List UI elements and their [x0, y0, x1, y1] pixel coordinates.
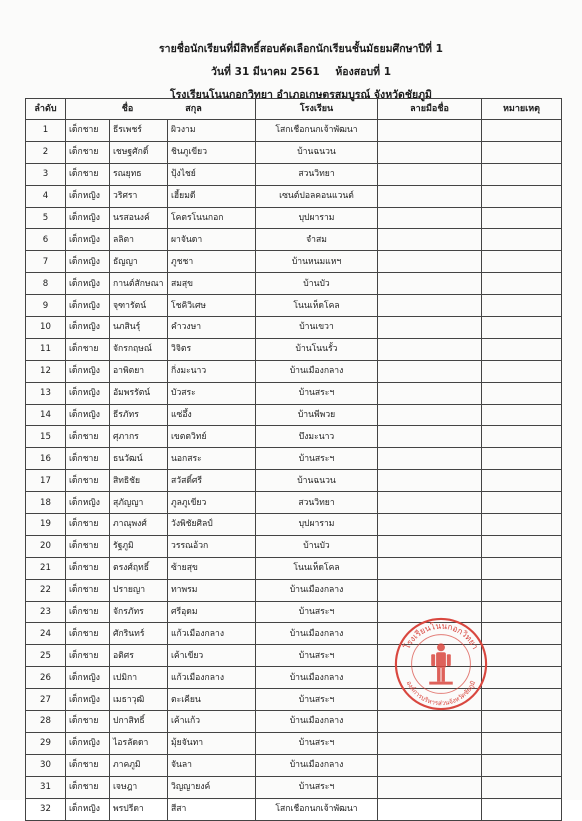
- cell-last-name: วังพิชัยศิลป์: [168, 514, 256, 536]
- cell-school: บ้านโนนรั้ว: [256, 338, 378, 360]
- cell-no: 1: [26, 120, 66, 142]
- cell-school: บ้านสระฯ: [256, 382, 378, 404]
- cell-first-name: ธัญญา: [110, 251, 168, 273]
- cell-first-name: ธีรเพชร์: [110, 120, 168, 142]
- cell-first-name: ธีรภัทร: [110, 404, 168, 426]
- cell-last-name: กิ่งมะนาว: [168, 360, 256, 382]
- table-row: [26, 426, 562, 448]
- cell-no: 21: [26, 557, 66, 579]
- cell-signature: [378, 338, 482, 360]
- table-row: [26, 141, 562, 163]
- cell-no: 2: [26, 141, 66, 163]
- cell-prefix: เด็กชาย: [66, 557, 110, 579]
- cell-school: โสกเชือกนกเจ้าพัฒนา: [256, 798, 378, 820]
- table-row: [26, 732, 562, 754]
- cell-school: บุปผาราม: [256, 514, 378, 536]
- cell-first-name: ภาคภูมิ: [110, 754, 168, 776]
- cell-remark: [482, 426, 562, 448]
- cell-prefix: เด็กหญิง: [66, 798, 110, 820]
- cell-last-name: ปุ้งไชย์: [168, 163, 256, 185]
- column-header-remark: หมายเหตุ: [482, 99, 562, 120]
- cell-no: 14: [26, 404, 66, 426]
- cell-prefix: เด็กหญิง: [66, 732, 110, 754]
- cell-remark: [482, 229, 562, 251]
- cell-last-name: แซ่อึ้ง: [168, 404, 256, 426]
- cell-prefix: เด็กหญิง: [66, 317, 110, 339]
- cell-remark: [482, 623, 562, 645]
- cell-last-name: เค้าแก้ว: [168, 711, 256, 733]
- cell-signature: [378, 273, 482, 295]
- cell-school: บ้านสระฯ: [256, 645, 378, 667]
- cell-signature: [378, 426, 482, 448]
- cell-signature: [378, 776, 482, 798]
- cell-school: เซนต์ปอลคอนแวนต์: [256, 185, 378, 207]
- cell-last-name: ชินภูเขียว: [168, 141, 256, 163]
- cell-no: 13: [26, 382, 66, 404]
- table-row: [26, 163, 562, 185]
- table-row: [26, 273, 562, 295]
- column-header-last-name: สกุล: [185, 104, 202, 114]
- cell-school: บ้านฉนวน: [256, 141, 378, 163]
- cell-last-name: ภูลภูเขียว: [168, 492, 256, 514]
- cell-remark: [482, 732, 562, 754]
- cell-remark: [482, 711, 562, 733]
- cell-first-name: ธนวัฒน์: [110, 448, 168, 470]
- cell-school: บ้านเขวา: [256, 317, 378, 339]
- cell-first-name: เปมิกา: [110, 667, 168, 689]
- cell-prefix: เด็กหญิง: [66, 207, 110, 229]
- cell-first-name: ไอรลัดดา: [110, 732, 168, 754]
- cell-prefix: เด็กหญิง: [66, 251, 110, 273]
- cell-signature: [378, 185, 482, 207]
- column-header-first-name: ชื่อ: [121, 104, 134, 114]
- cell-remark: [482, 470, 562, 492]
- cell-school: จำสม: [256, 229, 378, 251]
- table-header-row: [26, 99, 562, 120]
- cell-signature: [378, 579, 482, 601]
- cell-prefix: เด็กหญิง: [66, 273, 110, 295]
- cell-no: 20: [26, 535, 66, 557]
- cell-last-name: แก้วเมืองกลาง: [168, 623, 256, 645]
- cell-school: บ้านสระฯ: [256, 689, 378, 711]
- cell-signature: [378, 448, 482, 470]
- cell-last-name: ตะเคียน: [168, 689, 256, 711]
- cell-last-name: ศรีอุดม: [168, 601, 256, 623]
- cell-remark: [482, 754, 562, 776]
- cell-no: 12: [26, 360, 66, 382]
- cell-school: บ้านสระฯ: [256, 732, 378, 754]
- cell-last-name: สวัสดิ์ศรี: [168, 470, 256, 492]
- cell-school: สวนวิทยา: [256, 163, 378, 185]
- cell-school: บ้านเมืองกลาง: [256, 754, 378, 776]
- cell-remark: [482, 535, 562, 557]
- cell-remark: [482, 776, 562, 798]
- cell-first-name: สิทธิชัย: [110, 470, 168, 492]
- cell-school: บ้านเมืองกลาง: [256, 579, 378, 601]
- cell-no: 19: [26, 514, 66, 536]
- cell-no: 25: [26, 645, 66, 667]
- cell-signature: [378, 557, 482, 579]
- cell-school: บุปผาราม: [256, 207, 378, 229]
- cell-no: 8: [26, 273, 66, 295]
- cell-remark: [482, 207, 562, 229]
- cell-remark: [482, 492, 562, 514]
- cell-signature: [378, 360, 482, 382]
- cell-school: บ้านเมืองกลาง: [256, 667, 378, 689]
- cell-school: บ้านสระฯ: [256, 776, 378, 798]
- cell-prefix: เด็กหญิง: [66, 229, 110, 251]
- cell-prefix: เด็กหญิง: [66, 689, 110, 711]
- cell-no: 3: [26, 163, 66, 185]
- cell-school: บ้านสระฯ: [256, 601, 378, 623]
- cell-remark: [482, 448, 562, 470]
- table-row: [26, 404, 562, 426]
- cell-signature: [378, 711, 482, 733]
- cell-signature: [378, 404, 482, 426]
- table-row: [26, 229, 562, 251]
- cell-no: 6: [26, 229, 66, 251]
- cell-signature: [378, 754, 482, 776]
- cell-remark: [482, 120, 562, 142]
- cell-last-name: โคตรโนนกอก: [168, 207, 256, 229]
- cell-school: สวนวิทยา: [256, 492, 378, 514]
- cell-signature: [378, 251, 482, 273]
- cell-last-name: วิญญายงค์: [168, 776, 256, 798]
- cell-first-name: เชษฐศักดิ์: [110, 141, 168, 163]
- cell-last-name: แก้วเมืองกลาง: [168, 667, 256, 689]
- cell-no: 30: [26, 754, 66, 776]
- table-row: [26, 120, 562, 142]
- cell-prefix: เด็กหญิง: [66, 667, 110, 689]
- cell-prefix: เด็กชาย: [66, 120, 110, 142]
- cell-first-name: นภสินรุ์: [110, 317, 168, 339]
- cell-signature: [378, 229, 482, 251]
- table-row: [26, 295, 562, 317]
- column-header-name: [66, 99, 256, 120]
- school-location: โรงเรียนโนนกอกวิทยา อำเภอเกษตรสมบูรณ์ จังหวัดชัยภูมิ: [170, 89, 432, 101]
- cell-signature: [378, 295, 482, 317]
- cell-signature: [378, 163, 482, 185]
- cell-prefix: เด็กชาย: [66, 514, 110, 536]
- cell-last-name: ทาพรม: [168, 579, 256, 601]
- cell-school: บ้านเมืองกลาง: [256, 360, 378, 382]
- table-row: [26, 557, 562, 579]
- table-row: [26, 776, 562, 798]
- cell-remark: [482, 579, 562, 601]
- cell-prefix: เด็กชาย: [66, 645, 110, 667]
- cell-no: 9: [26, 295, 66, 317]
- cell-school: บ้านบัว: [256, 273, 378, 295]
- cell-first-name: พรปรีดา: [110, 798, 168, 820]
- cell-remark: [482, 689, 562, 711]
- cell-first-name: ตรงศ์ฤทธิ์: [110, 557, 168, 579]
- cell-prefix: เด็กชาย: [66, 338, 110, 360]
- cell-last-name: เขตตวิทย์: [168, 426, 256, 448]
- cell-prefix: เด็กชาย: [66, 601, 110, 623]
- cell-prefix: เด็กชาย: [66, 535, 110, 557]
- cell-signature: [378, 732, 482, 754]
- cell-remark: [482, 338, 562, 360]
- cell-last-name: วรรณอ้วก: [168, 535, 256, 557]
- table-row: [26, 251, 562, 273]
- cell-prefix: เด็กหญิง: [66, 382, 110, 404]
- cell-first-name: ภาณุพงศ์: [110, 514, 168, 536]
- cell-remark: [482, 514, 562, 536]
- table-row: [26, 185, 562, 207]
- cell-last-name: คำวงษา: [168, 317, 256, 339]
- document-title: รายชื่อนักเรียนที่มีสิทธิ์สอบคัดเลือกนักเรียนชั้นมัธยมศึกษาปีที่ 1: [159, 43, 443, 55]
- cell-last-name: เค้าเขียว: [168, 645, 256, 667]
- exam-room: ห้องสอบที่ 1: [335, 66, 392, 78]
- table-row: [26, 579, 562, 601]
- cell-first-name: จุฑารัตน์: [110, 295, 168, 317]
- cell-last-name: เฮี้ยมดี: [168, 185, 256, 207]
- cell-school: บ้านฉนวน: [256, 470, 378, 492]
- cell-first-name: ศุภากร: [110, 426, 168, 448]
- cell-prefix: เด็กหญิง: [66, 185, 110, 207]
- cell-signature: [378, 535, 482, 557]
- cell-first-name: จักรภัทร: [110, 601, 168, 623]
- cell-remark: [482, 317, 562, 339]
- cell-school: บ้านบัว: [256, 535, 378, 557]
- cell-first-name: วริศรา: [110, 185, 168, 207]
- cell-prefix: เด็กชาย: [66, 141, 110, 163]
- cell-prefix: เด็กชาย: [66, 754, 110, 776]
- cell-remark: [482, 645, 562, 667]
- cell-first-name: สุภัญญา: [110, 492, 168, 514]
- cell-no: 26: [26, 667, 66, 689]
- cell-signature: [378, 470, 482, 492]
- cell-prefix: เด็กหญิง: [66, 492, 110, 514]
- cell-remark: [482, 360, 562, 382]
- cell-first-name: รณยุทธ: [110, 163, 168, 185]
- cell-remark: [482, 382, 562, 404]
- cell-no: 5: [26, 207, 66, 229]
- table-row: [26, 535, 562, 557]
- table-row: [26, 711, 562, 733]
- table-body: [26, 120, 562, 821]
- cell-school: บ้านเมืองกลาง: [256, 711, 378, 733]
- table-row: [26, 360, 562, 382]
- table-row: [26, 492, 562, 514]
- svg-text:องค์การบริหารส่วนจังหวัดชัยภูม: องค์การบริหารส่วนจังหวัดชัยภูมิ: [404, 679, 478, 708]
- cell-school: บ้านสระฯ: [256, 448, 378, 470]
- table-row: [26, 317, 562, 339]
- cell-signature: [378, 120, 482, 142]
- cell-last-name: ผิวงาม: [168, 120, 256, 142]
- cell-first-name: ศักรินทร์: [110, 623, 168, 645]
- cell-remark: [482, 251, 562, 273]
- cell-no: 28: [26, 711, 66, 733]
- cell-remark: [482, 667, 562, 689]
- cell-signature: [378, 798, 482, 820]
- cell-remark: [482, 557, 562, 579]
- cell-no: 10: [26, 317, 66, 339]
- cell-prefix: เด็กชาย: [66, 623, 110, 645]
- cell-no: 4: [26, 185, 66, 207]
- cell-first-name: จักรกฤษณ์: [110, 338, 168, 360]
- cell-remark: [482, 141, 562, 163]
- cell-last-name: โชคิวิเศษ: [168, 295, 256, 317]
- cell-no: 29: [26, 732, 66, 754]
- table-row: [26, 798, 562, 820]
- cell-school: บ้านหนมแหฯ: [256, 251, 378, 273]
- cell-prefix: เด็กหญิง: [66, 295, 110, 317]
- cell-last-name: สมสุข: [168, 273, 256, 295]
- cell-first-name: นรสอนงค์: [110, 207, 168, 229]
- cell-no: 27: [26, 689, 66, 711]
- cell-prefix: เด็กชาย: [66, 711, 110, 733]
- table-row: [26, 754, 562, 776]
- cell-remark: [482, 295, 562, 317]
- cell-first-name: เมธาวุฒิ: [110, 689, 168, 711]
- cell-first-name: ปกาสิทธิ์: [110, 711, 168, 733]
- cell-last-name: วิจิตร: [168, 338, 256, 360]
- cell-first-name: ปรายญา: [110, 579, 168, 601]
- cell-remark: [482, 273, 562, 295]
- cell-first-name: กานต์สักษณา: [110, 273, 168, 295]
- table-row: [26, 382, 562, 404]
- cell-no: 11: [26, 338, 66, 360]
- cell-prefix: เด็กชาย: [66, 426, 110, 448]
- cell-no: 17: [26, 470, 66, 492]
- table-row: [26, 514, 562, 536]
- cell-first-name: ลลิตา: [110, 229, 168, 251]
- cell-remark: [482, 798, 562, 820]
- cell-remark: [482, 601, 562, 623]
- cell-school: บึงมะนาว: [256, 426, 378, 448]
- cell-last-name: ภูชชา: [168, 251, 256, 273]
- table-row: [26, 207, 562, 229]
- cell-signature: [378, 492, 482, 514]
- exam-date: วันที่ 31 มีนาคม 2561: [210, 66, 320, 78]
- cell-signature: [378, 514, 482, 536]
- cell-last-name: นอกสระ: [168, 448, 256, 470]
- cell-no: 16: [26, 448, 66, 470]
- cell-school: บ้านเมืองกลาง: [256, 623, 378, 645]
- cell-first-name: เจษฎา: [110, 776, 168, 798]
- cell-no: 15: [26, 426, 66, 448]
- cell-remark: [482, 185, 562, 207]
- cell-school: โนนเห็ดโคล: [256, 557, 378, 579]
- column-header-school: โรงเรียน: [256, 99, 378, 120]
- cell-first-name: อาพิตยา: [110, 360, 168, 382]
- cell-signature: [378, 207, 482, 229]
- table-row: [26, 448, 562, 470]
- table-row: [26, 470, 562, 492]
- exam-date-room: [10, 63, 582, 80]
- cell-prefix: เด็กชาย: [66, 776, 110, 798]
- cell-first-name: รัฐภูมิ: [110, 535, 168, 557]
- school-seal-stamp: [392, 615, 490, 713]
- cell-remark: [482, 163, 562, 185]
- cell-no: 22: [26, 579, 66, 601]
- cell-no: 7: [26, 251, 66, 273]
- cell-signature: [378, 317, 482, 339]
- table-row: [26, 338, 562, 360]
- cell-prefix: เด็กหญิง: [66, 360, 110, 382]
- cell-remark: [482, 404, 562, 426]
- cell-signature: [378, 382, 482, 404]
- cell-last-name: มุ้ยจันทา: [168, 732, 256, 754]
- cell-last-name: สีสา: [168, 798, 256, 820]
- cell-last-name: บัวสระ: [168, 382, 256, 404]
- cell-school: บ้านพีพวย: [256, 404, 378, 426]
- cell-no: 32: [26, 798, 66, 820]
- svg-text:โรงเรียนโนนกอกวิทยา: โรงเรียนโนนกอกวิทยา: [401, 620, 481, 651]
- column-header-signature: ลายมือชื่อ: [378, 99, 482, 120]
- cell-last-name: ซ้ายสุข: [168, 557, 256, 579]
- cell-prefix: เด็กหญิง: [66, 404, 110, 426]
- cell-no: 23: [26, 601, 66, 623]
- cell-prefix: เด็กชาย: [66, 470, 110, 492]
- cell-first-name: อติศร: [110, 645, 168, 667]
- cell-school: โนนเห็ดโคล: [256, 295, 378, 317]
- cell-prefix: เด็กชาย: [66, 579, 110, 601]
- column-header-no: ลำดับ: [26, 99, 66, 120]
- cell-signature: [378, 141, 482, 163]
- cell-no: 31: [26, 776, 66, 798]
- cell-school: โสกเชือกนกเจ้าพัฒนา: [256, 120, 378, 142]
- cell-prefix: เด็กชาย: [66, 448, 110, 470]
- cell-first-name: อัมพรรัตน์: [110, 382, 168, 404]
- cell-no: 24: [26, 623, 66, 645]
- cell-no: 18: [26, 492, 66, 514]
- cell-last-name: จันลา: [168, 754, 256, 776]
- cell-last-name: ผาจันดา: [168, 229, 256, 251]
- cell-prefix: เด็กชาย: [66, 163, 110, 185]
